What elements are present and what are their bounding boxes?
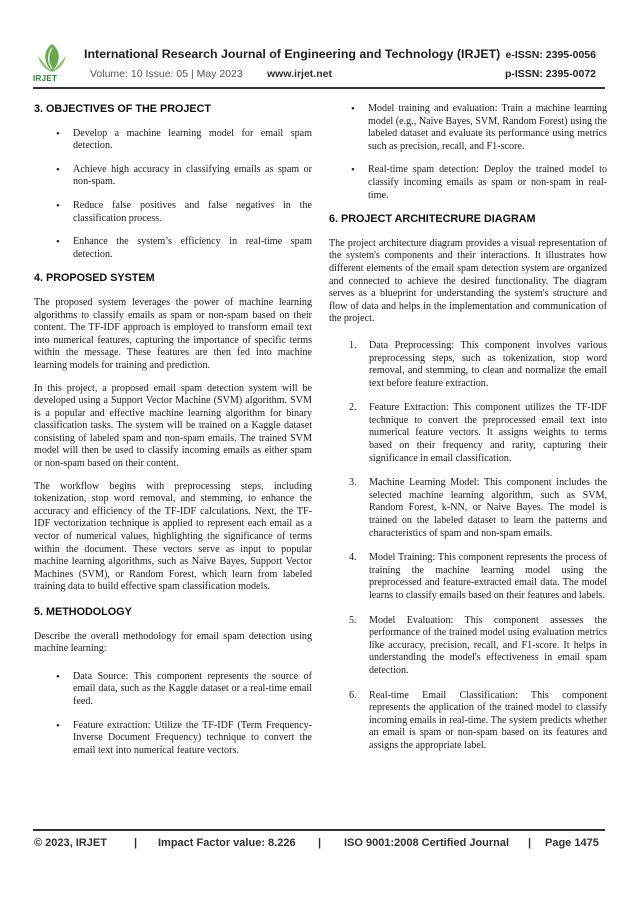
section-3-title: 3. OBJECTIVES OF THE PROJECT xyxy=(34,103,211,115)
page-header xyxy=(0,0,638,86)
paragraph: The proposed system leverages the power of machine learning algorithms to classify emails as spam or non-spam based on their content. The TF-IDF approach is employed to transform email text into numerical features, capturing the importance of specific terms within the message. These features are then fed into machine learning models for training and prediction. xyxy=(34,296,312,371)
footer-separator: | xyxy=(134,837,138,849)
left-column xyxy=(34,103,312,768)
list-item: 4. Model Training: This component represents the process of training the machine learning model using the preprocessed and feature-extracted email data. The model learns to classify emails based on their features and labels. xyxy=(349,552,607,601)
iso-certification: ISO 9001:2008 Certified Journal xyxy=(344,837,510,849)
footer-divider xyxy=(33,829,605,831)
list-item: • Develop a machine learning model for email spam detection. xyxy=(34,128,312,153)
list-item: • Enhance the system’s efficiency in real-time spam detection. xyxy=(34,236,312,261)
section-4-title: 4. PROPOSED SYSTEM xyxy=(34,272,155,285)
list-item: 3. Machine Learning Model: This component includes the selected machine learning algorithm, such as SVM, Random Forest, k-NN, or Naive Bayes. The model is trained on the labeled dataset to learn the patterns and characteristics of spam and non-spam emails. xyxy=(349,477,607,539)
paragraph: In this project, a proposed email spam detection system will be developed using a Support Vector Machine (SVM) algorithm. SVM is a popular and effective machine learning algorithm for binary classification tasks. The system will be trained on a Kaggle dataset consisting of labeled spam and non-spam emails. The trained SVM model will then be used to classify incoming emails as either spam or non-spam based on their content. xyxy=(34,382,312,470)
list-item: 6. Real-time Email Classification: This component represents the application of the trained model to classify incoming emails in real-time. The system predicts whether an email is spam or non-spam based on its features and assigns the appropriate label. xyxy=(349,689,607,751)
impact-factor: Impact Factor value: 8.226 xyxy=(158,837,296,849)
right-column xyxy=(329,103,607,765)
paragraph: Describe the overall methodology for email spam detection using machine learning: xyxy=(34,630,312,655)
list-item: • Real-time spam detection: Deploy the trained model to classify incoming emails as spam or non-spam in real-time. xyxy=(329,164,607,202)
paragraph: The project architecture diagram provides a visual representation of the system's components and their interactions. It illustrates how different elements of the email spam detection system are organized and connected to achieve the desired functionality. The diagram serves as a blueprint for understanding the system's structure and flow of data and helps in the implementation and communication of the project. xyxy=(329,237,607,325)
objectives-list xyxy=(34,128,312,262)
logo-text: IRJET xyxy=(33,74,58,83)
section-6-title: 6. PROJECT ARCHITECRURE DIAGRAM xyxy=(329,213,536,226)
p-issn: p-ISSN: 2395-0072 xyxy=(504,68,596,80)
section-5-title: 5. METHODOLOGY xyxy=(34,606,132,618)
list-item: • Reduce false positives and false negatives in the classification process. xyxy=(34,200,312,225)
journal-title: International Research Journal of Engineering and Technology (IRJET) xyxy=(84,47,501,61)
list-item: 1. Data Preprocessing: This component involves various preprocessing steps, such as tokenization, stop word removal, and stemming, to clean and normalize the email text before feature extraction. xyxy=(349,339,607,389)
list-item: • Feature extraction: Utilize the TF-IDF (Term Frequency-Inverse Document Frequency) technique to convert the email text into numerical feature vectors. xyxy=(34,720,312,758)
page-footer xyxy=(0,833,638,857)
page-number: Page 1475 xyxy=(545,837,599,849)
list-item: 2. Feature Extraction: This component utilizes the TF-IDF technique to convert the preprocessed email text into numerical feature vectors. It assigns weights to terms based on their frequency and rarity, capturing their significance in email classification. xyxy=(349,402,607,464)
list-item: • Model training and evaluation: Train a machine learning model (e.g., Naive Bayes, SVM, Random Forest) using the labeled dataset and evaluate its performance using metrics such as precision, recall, and F1-score. xyxy=(329,103,607,153)
footer-separator: | xyxy=(318,837,322,849)
footer-separator: | xyxy=(528,837,532,849)
copyright: © 2023, IRJET xyxy=(34,837,107,849)
list-item: 5. Model Evaluation: This component assesses the performance of the trained model using evaluation metrics like accuracy, precision, recall, and F1-score. It helps in understanding the model's effectiveness in email spam detection. xyxy=(349,614,607,676)
paragraph: The workflow begins with preprocessing steps, including tokenization, stop word removal, and stemming, to enhance the accuracy and efficiency of the TF-IDF calculations. Next, the TF-IDF vectorization technique is applied to represent each email as a vector of numerical values, highlighting the significance of terms within the document. These vectors serve as input to popular machine learning algorithms, such as Naive Bayes, Support Vector Machines (SVM), or Random Forest, which learn from labeled training data to build effective spam classification models. xyxy=(34,480,312,593)
list-item: • Achieve high accuracy in classifying emails as spam or non-spam. xyxy=(34,164,312,189)
methodology-list xyxy=(34,671,312,758)
list-item: • Data Source: This component represents the source of email data, such as the Kaggle dataset or a real-time email feed. xyxy=(34,671,312,709)
website-link[interactable]: www.irjet.net xyxy=(267,68,332,80)
volume-issue: Volume: 10 Issue: 05 | May 2023 xyxy=(90,68,243,80)
methodology-list-continued xyxy=(329,103,607,202)
architecture-components-list xyxy=(329,340,607,753)
e-issn: e-ISSN: 2395-0056 xyxy=(505,49,596,61)
header-divider xyxy=(33,87,605,89)
